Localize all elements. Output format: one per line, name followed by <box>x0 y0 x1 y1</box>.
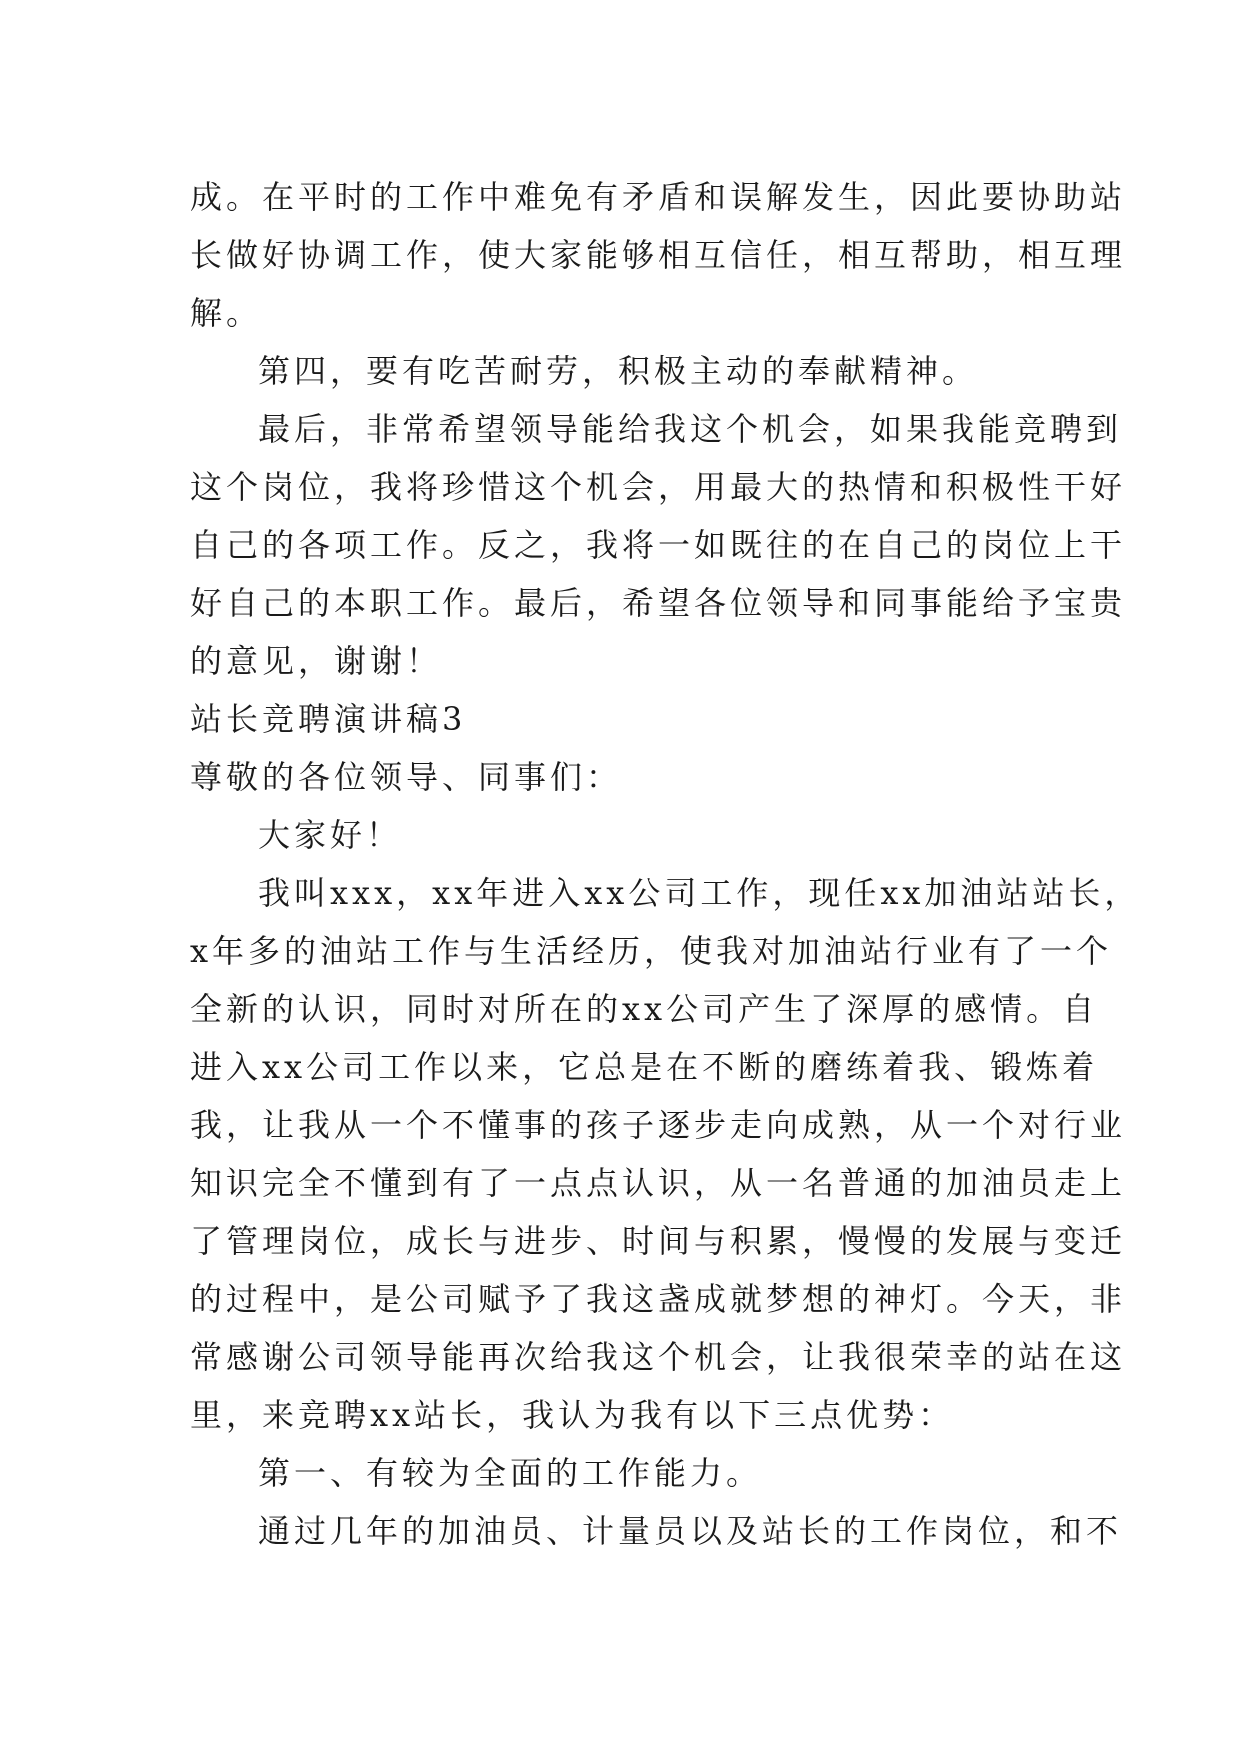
text-line: 这个岗位，我将珍惜这个机会，用最大的热情和积极性干好 <box>190 468 1127 506</box>
text-line: 通过几年的加油员、计量员以及站长的工作岗位，和不 <box>258 1512 1123 1550</box>
text-line: 我叫xxx，xx年进入xx公司工作，现任xx加油站站长， <box>258 874 1141 912</box>
text-line: 进入xx公司工作以来，它总是在不断的磨练着我、锻炼着 <box>190 1048 1099 1086</box>
text-line: x年多的油站工作与生活经历，使我对加油站行业有了一个 <box>190 932 1113 970</box>
text-line: 知识完全不懂到有了一点点认识，从一名普通的加油员走上 <box>190 1164 1127 1202</box>
text-line: 常感谢公司领导能再次给我这个机会，让我很荣幸的站在这 <box>190 1338 1127 1376</box>
text-line: 大家好！ <box>258 816 403 854</box>
text-line: 站长竞聘演讲稿3 <box>190 700 467 738</box>
text-line: 好自己的本职工作。最后，希望各位领导和同事能给予宝贵 <box>190 584 1127 622</box>
text-line: 长做好协调工作，使大家能够相互信任，相互帮助，相互理 <box>190 236 1127 274</box>
text-line: 全新的认识，同时对所在的xx公司产生了深厚的感情。自 <box>190 990 1099 1028</box>
text-line: 尊敬的各位领导、同事们： <box>190 758 623 796</box>
text-line: 了管理岗位，成长与进步、时间与积累，慢慢的发展与变迁 <box>190 1222 1127 1260</box>
document-body <box>190 168 1141 1560</box>
text-line: 第四，要有吃苦耐劳，积极主动的奉献精神。 <box>258 352 979 390</box>
text-line: 第一、有较为全面的工作能力。 <box>258 1454 763 1492</box>
text-line: 最后，非常希望领导能给我这个机会，如果我能竞聘到 <box>258 410 1123 448</box>
text-line: 里，来竞聘xx站长，我认为我有以下三点优势： <box>190 1396 955 1434</box>
text-line: 的意见，谢谢！ <box>190 642 443 680</box>
text-line: 我，让我从一个不懂事的孩子逐步走向成熟，从一个对行业 <box>190 1106 1127 1144</box>
text-line: 成。在平时的工作中难免有矛盾和误解发生，因此要协助站 <box>190 178 1127 216</box>
text-line: 解。 <box>190 294 263 332</box>
text-line: 自己的各项工作。反之，我将一如既往的在自己的岗位上干 <box>190 526 1127 564</box>
text-line: 的过程中，是公司赋予了我这盏成就梦想的神灯。今天，非 <box>190 1280 1127 1318</box>
